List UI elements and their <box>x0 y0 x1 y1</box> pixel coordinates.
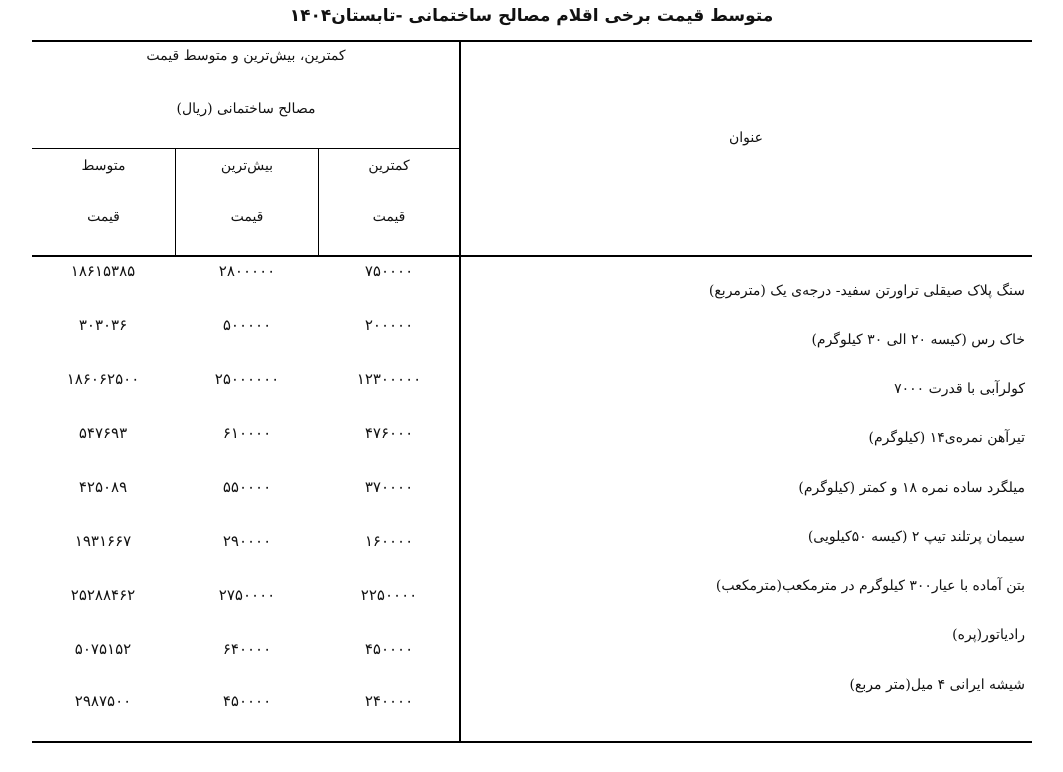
avg-price: ۱۸۶۰۶۲۵۰۰ <box>66 370 140 388</box>
min-price: ۱۲۳۰۰۰۰۰ <box>356 370 422 388</box>
item-name: کولرآبی با قدرت ۷۰۰۰ <box>894 381 1025 397</box>
avg-price: ۲۹۸۷۵۰۰ <box>74 692 132 710</box>
max-price: ۶۴۰۰۰۰ <box>222 640 272 658</box>
table-bottom-border <box>32 741 1032 743</box>
avg-price: ۵۴۷۶۹۳ <box>78 424 128 442</box>
price-group-unit: مصالح ساختمانی (ریال) <box>176 101 316 117</box>
max-price: ۲۸۰۰۰۰۰ <box>218 262 276 280</box>
min-price: ۲۲۵۰۰۰۰ <box>360 586 418 604</box>
min-header-line1: کمترین <box>368 158 410 174</box>
min-price: ۴۷۶۰۰۰ <box>364 424 414 442</box>
page-title: متوسط قیمت برخی اقلام مصالح ساختمانی -تابستان۱۴۰۴ <box>289 6 774 26</box>
price-group-header: کمترین، بیش‌ترین و متوسط قیمت <box>146 48 346 64</box>
item-name: سنگ پلاک صیقلی تراورتن سفید- درجه‌ی یک (مترمربع) <box>708 283 1025 299</box>
max-price: ۵۵۰۰۰۰ <box>222 478 272 496</box>
header-group-divider <box>32 148 460 149</box>
avg-price: ۱۹۳۱۶۶۷ <box>74 532 132 550</box>
subject-header: عنوان <box>729 130 763 146</box>
avg-price: ۲۵۲۸۸۴۶۲ <box>70 586 136 604</box>
item-name: شیشه ایرانی ۴ میل(متر مربع) <box>849 677 1025 693</box>
item-name: رادیاتور(پره) <box>952 627 1025 643</box>
avg-price: ۵۰۷۵۱۵۲ <box>74 640 132 658</box>
avg-header-line2: قیمت <box>87 209 120 225</box>
min-header-line2: قیمت <box>372 209 406 225</box>
max-price: ۵۰۰۰۰۰ <box>222 316 272 334</box>
min-price: ۷۵۰۰۰۰ <box>364 262 414 280</box>
max-price: ۶۱۰۰۰۰ <box>222 424 272 442</box>
max-price: ۲۹۰۰۰۰ <box>222 532 272 550</box>
item-name: تیرآهن نمره‌ی۱۴ (کیلوگرم) <box>868 430 1025 446</box>
item-name: میلگرد ساده نمره ۱۸ و کمتر (کیلوگرم) <box>798 480 1025 496</box>
min-price: ۳۷۰۰۰۰ <box>364 478 414 496</box>
header-bottom-border <box>32 255 1032 257</box>
max-header-line1: بیش‌ترین <box>220 158 274 174</box>
max-header-line2: قیمت <box>230 209 264 225</box>
min-price: ۱۶۰۰۰۰ <box>364 532 414 550</box>
avg-header-line1: متوسط <box>81 158 126 174</box>
avg-price: ۴۲۵۰۸۹ <box>78 478 128 496</box>
item-name: بتن آماده با عیار۳۰۰ کیلوگرم در مترمکعب(مترمکعب) <box>715 578 1025 594</box>
item-name: خاک رس (کیسه ۲۰ الی ۳۰ کیلوگرم) <box>811 332 1025 348</box>
max-price: ۲۵۰۰۰۰۰۰ <box>214 370 280 388</box>
max-price: ۴۵۰۰۰۰ <box>222 692 272 710</box>
item-name: سیمان پرتلند تیپ ۲ (کیسه ۵۰کیلویی) <box>807 529 1025 545</box>
avg-price: ۳۰۳۰۳۶ <box>78 316 128 334</box>
min-price: ۴۵۰۰۰۰ <box>364 640 414 658</box>
min-price: ۲۴۰۰۰۰ <box>364 692 414 710</box>
min-price: ۲۰۰۰۰۰ <box>364 316 414 334</box>
table-top-border <box>32 40 1032 42</box>
avg-price: ۱۸۶۱۵۳۸۵ <box>70 262 136 280</box>
max-price: ۲۷۵۰۰۰۰ <box>218 586 276 604</box>
